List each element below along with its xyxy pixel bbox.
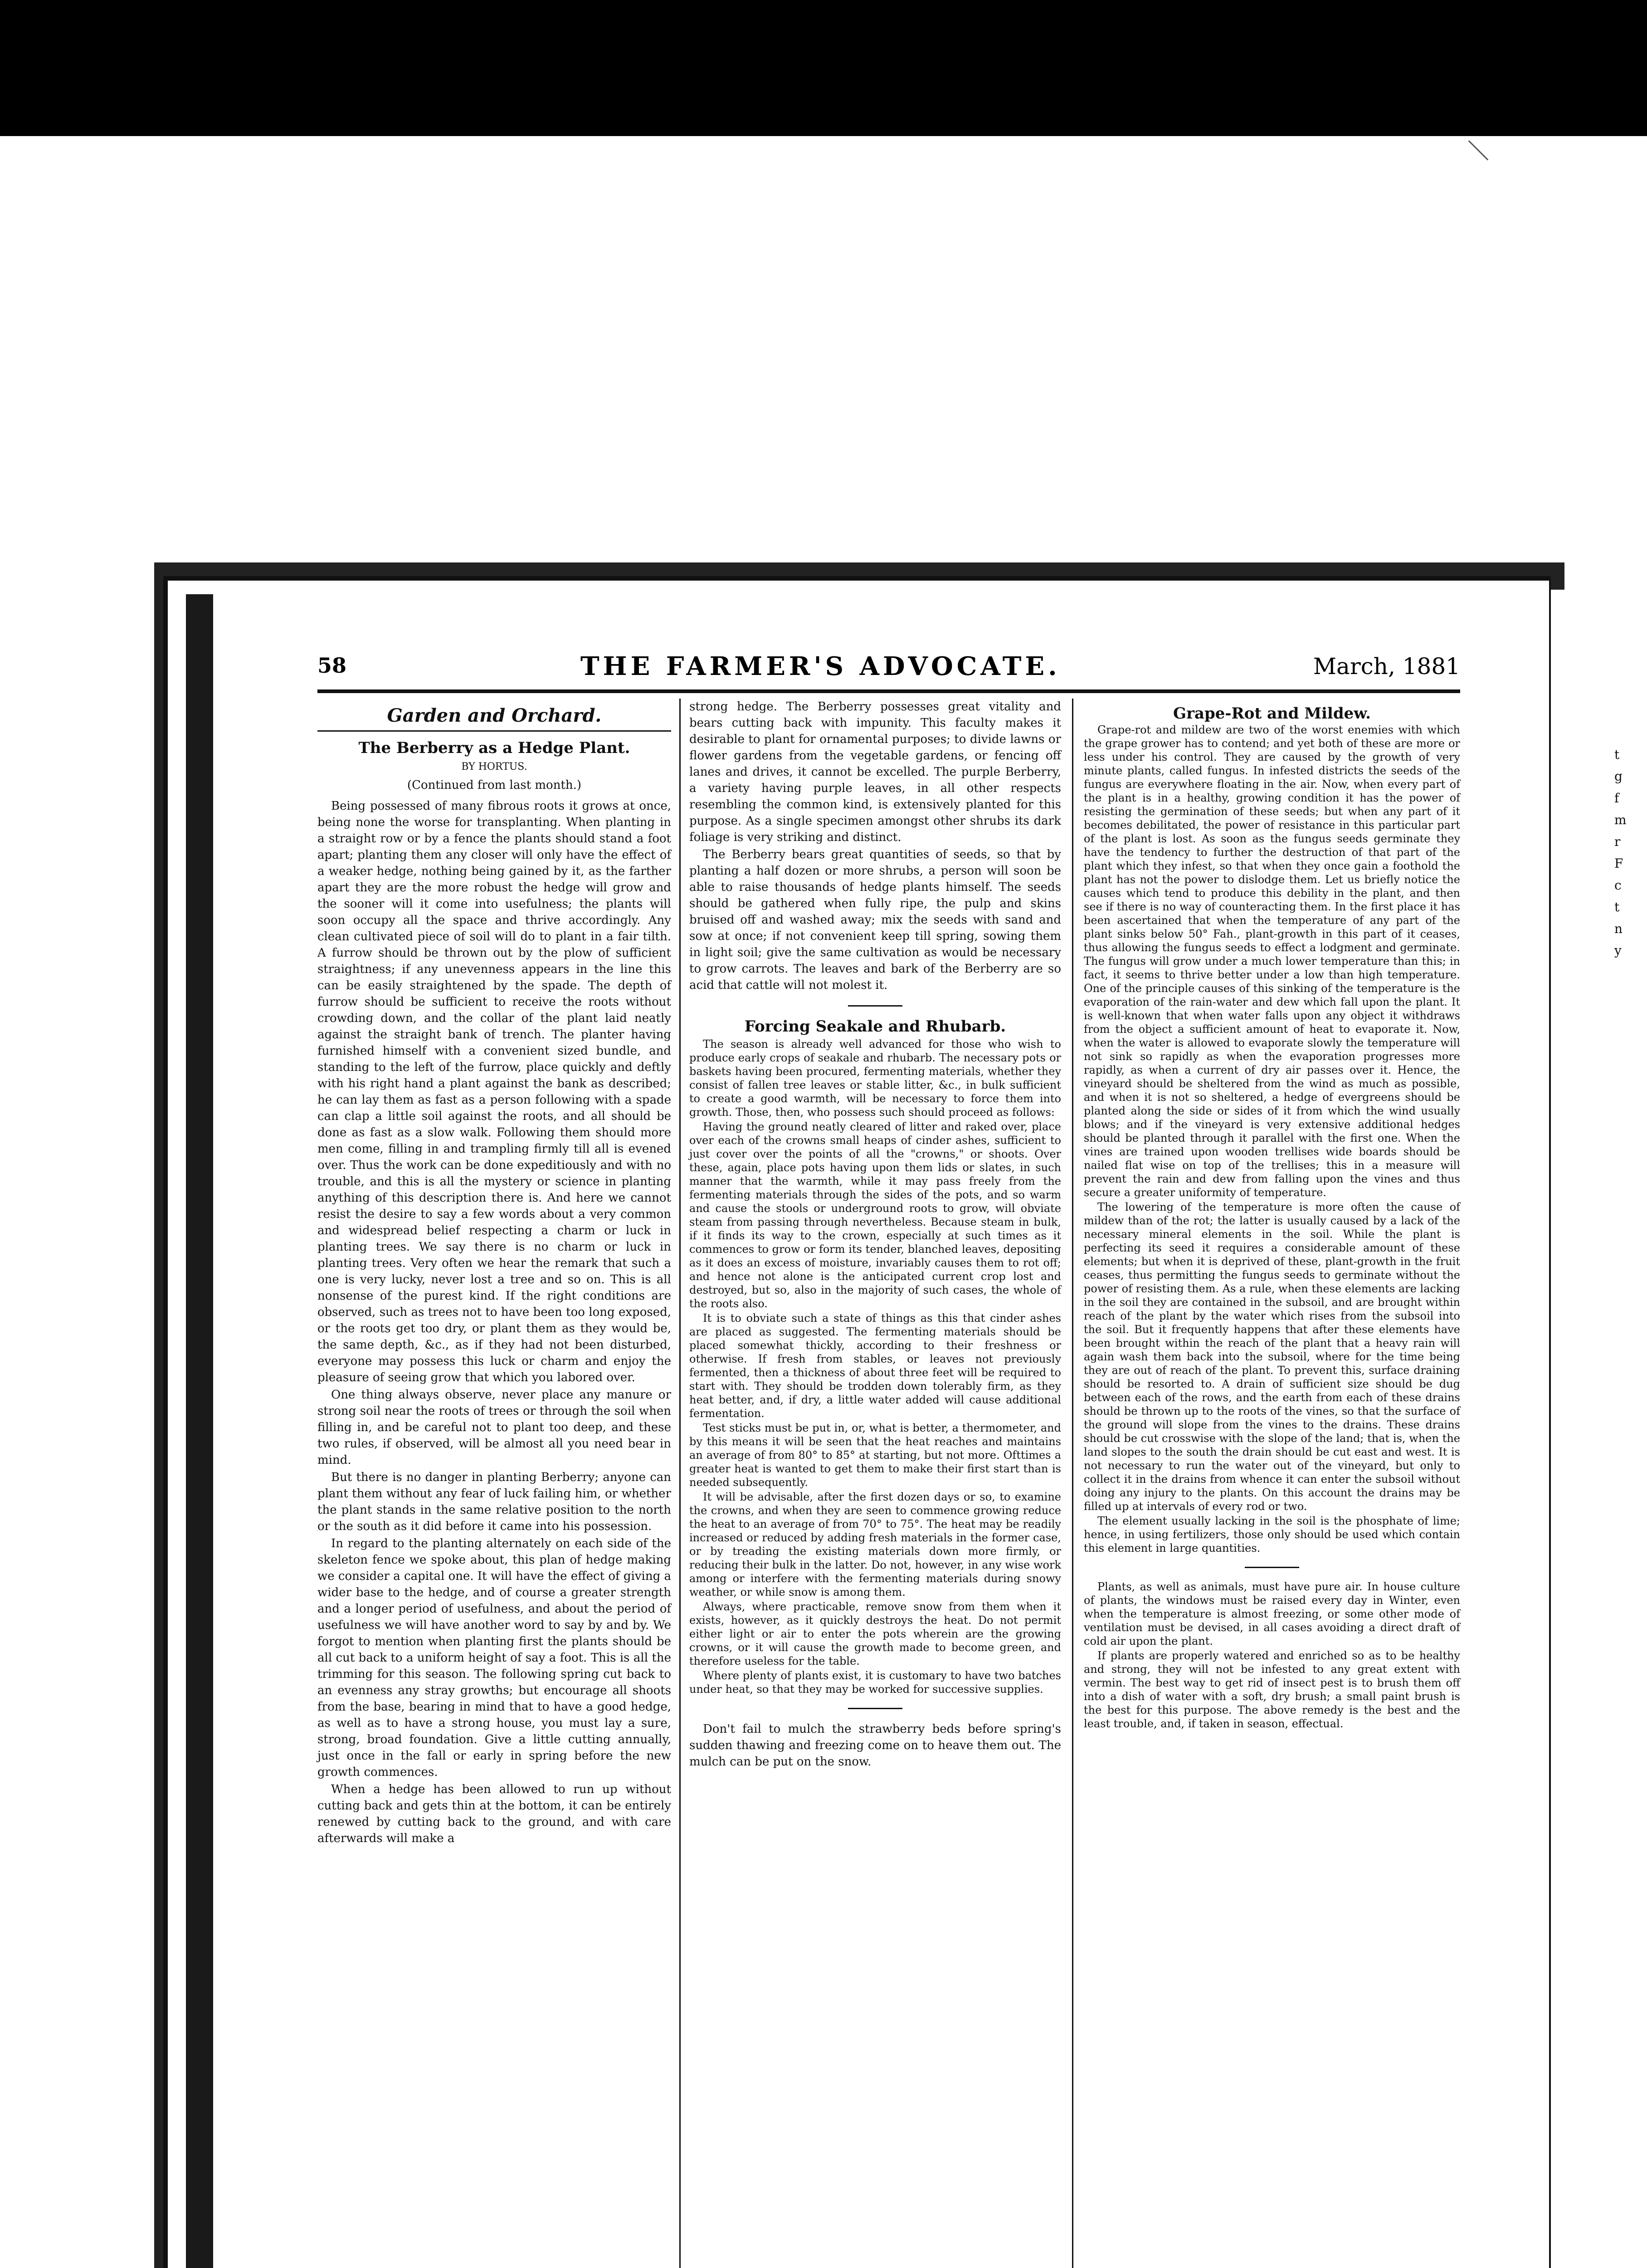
margin-letter: g [1614, 769, 1623, 784]
paragraph: The element usually lacking in the soil is the phosphate of lime; hence, in using fertilizers, those only should be used which contain this element in large quantities. [1084, 1515, 1460, 1554]
running-title: THE FARMER'S ADVOCATE. [580, 651, 1061, 681]
article-divider [848, 1005, 902, 1007]
paragraph: If plants are properly watered and enriched so as to be healthy and strong, they will not be infested to any great extent with vermin. The best way to get rid of insect pest is to brush them off into a dish of water with a soft, dry brush; a small paint brush is the best for this purpose. The above remedy is the best and the least trouble, and, if taken in season, effectual. [1084, 1649, 1460, 1730]
article-title: Grape-Rot and Mildew. [1173, 704, 1371, 723]
margin-letter: c [1614, 878, 1622, 893]
paragraph: It will be advisable, after the first dozen days or so, to examine the crowns, and when they are seen to commence growing reduce the heat to an average of from 70° to 75°. The heat may be readily increased or reduced by adding fresh materials in the former case, or by treading the existing materials down more firmly, or reducing their bulk in the latter. Do not, however, in any wise work among or interfere with the fermenting materials during snowy weather, or while snow is among them. [689, 1491, 1061, 1598]
margin-letter: n [1614, 921, 1623, 936]
paragraph: One thing always observe, never place any manure or strong soil near the roots of trees or through the soil when filling in, and be careful not to plant too deep, and these two rules, if observed, will be almost all you need bear in mind. [317, 1388, 671, 1467]
paragraph: But there is no danger in planting Berberry; anyone can plant them without any fear of luck failing him, or whether the plant stands in the same relative position to the north or the south as it did before it came into his possession. [317, 1471, 671, 1533]
article-divider [848, 1708, 902, 1709]
paragraph: It is to obviate such a state of things as this that cinder ashes are placed as suggested. The fermenting materials should be placed somewhat thickly, according to their freshness or otherwise. If fresh from stables, or leaves not previously fermented, then a thickness of about three feet will be required to start with. They should be trodden down tolerably firm, as they heat better, and, if dry, a little water added will cause additional fermentation. [689, 1312, 1061, 1420]
paragraph: The lowering of the temperature is more often the cause of mildew than of the rot; the latter is usually caused by a lack of the necessary mineral elements in the soil. While the plant is perfecting its seed it requires a considerable amount of these elements; but when it is deprived of these, plant-growth in the fruit ceases, thus permitting the fungus seeds to germinate without the power of resisting them. As a rule, when these elements are lacking in the soil they are contained in the subsoil, and are brought within reach of the plant by the water which rises from the subsoil into the soil. But it frequently happens that after these elements have been brought within the reach of the plant that a heavy rain will again wash them back into the subsoil, where for the time being they are out of reach of the plant. To prevent this, surface draining should be resorted to. A drain of sufficient size should be dug between each of the rows, and the earth from each of these drains should be thrown up to the roots of the vines, so that the surface of the ground will slope from the vines to the drains. These drains should be cut crosswise with the slope of the land; that is, when the land slopes to the south the drain should be cut east and west. It is not necessary to run the water out of the vineyard, but only to collect it in the drains from whence it can enter the subsoil without doing any injury to the plants. On this account the drains may be filled up at intervals of every rod or two. [1084, 1201, 1460, 1513]
margin-letter: y [1614, 943, 1622, 958]
article-title: The Berberry as a Hedge Plant. [358, 739, 630, 757]
paragraph: Being possessed of many fibrous roots it grows at once, being none the worse for transplanting. When planting in a straight row or by a fence the plants should stand a foot apart; planting them any closer will only have the effect of a weaker hedge, nothing being gained by it, as the farther apart they are the more robust the hedge will grow and the sooner will it come into usefulness; the plants will soon occupy all the space and thrive accordingly. Any clean cultivated piece of soil will do to plant in a fair tilth. A furrow should be thrown out by the plow of sufficient straightness; if any unevenness appears in the line this can be easily straightened by the spade. The depth of furrow should be sufficient to receive the roots without crowding down, and the collar of the plant laid neatly against the straight bank of trench. The planter having furnished himself with a convenient sized bundle, and standing to the left of the furrow, place quickly and deftly with his right hand a plant against the bank as described; he can lay them as fast as a person following with a spade can clap a little soil against the roots, and all should be done as fast as a slow walk. Following them should more men come, filling in and trampling firmly till all is evened over. Thus the work can be done expeditiously and with no trouble, and this is all the mystery or science in planting anything of this description there is. And here we cannot resist the desire to say a few words about a very common and widespread belief respecting a charm or luck in planting trees. We say there is no charm or luck in planting trees. Very often we hear the remark that such a one is very lucky, never lost a tree and so on. This is all nonsense of the purest kind. If the right conditions are observed, such as trees not to have been too long exposed, or the roots get too dry, or plant them as they would be, the same depth, &c., as if they had not been disturbed, everyone may possess this luck or charm and enjoy the pleasure of seeing grow that which you labored over. [317, 799, 671, 1384]
paragraph: Having the ground neatly cleared of litter and raked over, place over each of the crowns small heaps of cinder ashes, sufficient to just cover over the points of all the "crowns," or shoots. Over these, again, place pots having upon them lids or slates, in such manner that the warmth, while it may pass freely from the fermenting materials through the sides of the pots, and so warm and cause the stools or underground roots to grow, will obviate steam from passing through nevertheless. Because steam in bulk, if it finds its way to the crown, especially at such times as it commences to grow or form its tender, blanched leaves, depositing as it does an excess of moisture, invariably causes them to rot off; and hence not alone is the anticipated current crop lost and destroyed, but so, also in the majority of such cases, the whole of the roots also. [689, 1120, 1061, 1310]
issue-date: March, 1881 [1313, 653, 1460, 679]
margin-letter: t [1614, 899, 1620, 914]
margin-letter: F [1614, 856, 1623, 871]
margin-letter: m [1614, 812, 1627, 827]
article-divider [1245, 1567, 1299, 1568]
page-number: 58 [317, 653, 347, 678]
paragraph: The Berberry bears great quantities of seeds, so that by planting a half dozen or more shrubs, a person will soon be able to raise thousands of hedge plants himself. The seeds should be gathered when fully ripe, the pulp and skins bruised off and washed away; mix the seeds with sand and sow at once; if not convenient keep till spring, sowing them in light soil; give the same cultivation as would be necessary to grow carrots. The leaves and bark of the Berberry are so acid that cattle will not molest it. [689, 848, 1061, 992]
paragraph: Test sticks must be put in, or, what is better, a thermometer, and by this means it will be seen that the heat reaches and maintains an average of from 80° to 85° at starting, but not more. Ofttimes a greater heat is wanted to get them to make their first start than is needed subsequently. [689, 1422, 1061, 1489]
margin-letter: t [1614, 747, 1620, 762]
paragraph: Always, where practicable, remove snow from them when it exists, however, as it quickly destroys the heat. Do not permit either light or air to enter the pots wherein are the growing crowns, or it will cause the growth made to become green, and therefore useless for the table. [689, 1600, 1061, 1667]
paragraph: In regard to the planting alternately on each side of the skeleton fence we spoke about, this plan of hedge making we consider a capital one. It will have the effect of giving a wider base to the hedge, and of course a greater strength and a longer period of usefulness, and about the period of usefulness we will have another word to say by and by. We forgot to mention when planting first the plants should be all cut back to a uniform height of say a foot. This is all the trimming for this season. The following spring cut back to an evenness any stray growths; but encourage all shoots from the base, bearing in mind that to have a good hedge, as well as to have a strong house, you must lay a sure, strong, broad foundation. Give a little cutting annually, just once in the fall or early in spring before the new growth commences. [317, 1537, 671, 1779]
section-rule [317, 730, 671, 732]
paragraph: Where plenty of plants exist, it is customary to have two batches under heat, so that they may be worked for successive supplies. [689, 1669, 1061, 1696]
paragraph: Plants, as well as animals, must have pure air. In house culture of plants, the windows must be raised every day in Winter, even when the temperature is almost freezing, or some other mode of ventilation must be devised, in all cases avoiding a direct draft of cold air upon the plant. [1084, 1580, 1460, 1647]
paragraph: The season is already well advanced for those who wish to produce early crops of seakale and rhubarb. The necessary pots or baskets having been procured, fermenting materials, whether they consist of fallen tree leaves or stable litter, &c., in bulk sufficient to create a good warmth, will be necessary to force them into growth. Those, then, who possess such should proceed as follows: [689, 1038, 1061, 1119]
margin-letter: r [1614, 834, 1621, 849]
section-heading: Garden and Orchard. [387, 705, 602, 726]
column-rule [679, 699, 681, 2268]
paragraph: strong hedge. The Berberry possesses great vitality and bears cutting back with impunity. This faculty makes it desirable to plant for ornamental purposes; to divide lawns or flower gardens from the vegetable gardens, or fencing off lanes and drives, it cannot be excelled. The purple Berberry, a variety having purple leaves, in all other respects resembling the common kind, is extensively planted for this purpose. As a single specimen amongst other shrubs its dark foliage is very striking and distinct. [689, 700, 1061, 844]
column-3 [1084, 699, 1460, 1731]
column-rule [1072, 699, 1073, 2268]
next-page-edge [1551, 590, 1647, 2268]
paragraph: Grape-rot and mildew are two of the worst enemies with which the grape grower has to contend; and yet both of these are more or less under his control. They are caused by the growth of very minute plants, called fungus. In infested districts the seeds of the fungus are everywhere floating in the air. Now, when every part of the plant is in a healthy, growing condition it has the power of resisting the germination of these seeds; but when any part of it becomes debilitated, the power of resistance in this particular part of the plant is lost. As soon as the fungus seeds germinate they have the tendency to further the destruction of that part of the plant which they infest, so that when they once gain a foothold the plant has not the power to dislodge them. Let us briefly notice the causes which tend to produce this debility in the plant, and then see if there is no way of counteracting them. In the first place it has been ascertained that when the temperature of any part of the plant sinks below 50° Fah., plant-growth in this part of it ceases, thus allowing the fungus seeds to effect a lodgment and germinate. The fungus will grow under a much lower temperature than this; in fact, it seems to thrive better under a low than high temperature. One of the principle causes of this sinking of the temperature is the evaporation of the rain-water and dew which fall upon the plant. It is well-known that when water falls upon any object it withdraws from the object a sufficient amount of heat to evaporate it. Now, when the water is allowed to evaporate slowly the temperature will not sink so rapidly as when the evaporation progresses more rapidly, as when a current of dry air passes over it. Hence, the vineyard should be sheltered from the wind as much as possible, and when it is not so sheltered, a hedge of evergreens should be planted along the side or sides of it from which the wind usually blows; and if the vineyard is very extensive additional hedges should be planted through it parallel with the first one. When the vines are trained upon wooden trellises wide boards should be nailed flat wise on top of the trellises; this in a measure will prevent the rain and dew from falling upon the vines and thus secure a greater uniformity of temperature. [1084, 723, 1460, 1199]
header-rule [317, 689, 1460, 693]
article-byline: BY HORTUS. [461, 761, 527, 772]
page-header [317, 653, 1460, 680]
column-2 [689, 699, 1061, 1771]
article-title: Forcing Seakale and Rhubarb. [744, 1017, 1006, 1036]
column-1 [317, 699, 671, 1848]
page-binding [186, 594, 213, 2268]
continued-note: (Continued from last month.) [407, 778, 582, 792]
margin-letter: f [1614, 791, 1619, 806]
margin-letters [1614, 744, 1627, 962]
note-paragraph: Don't fail to mulch the strawberry beds before spring's sudden thawing and freezing come on to heave them out. The mulch can be put on the snow. [689, 1722, 1061, 1769]
paragraph: When a hedge has been allowed to run up without cutting back and gets thin at the bottom, it can be entirely renewed by cutting back to the ground, and with care afterwards will make a [317, 1783, 671, 1845]
